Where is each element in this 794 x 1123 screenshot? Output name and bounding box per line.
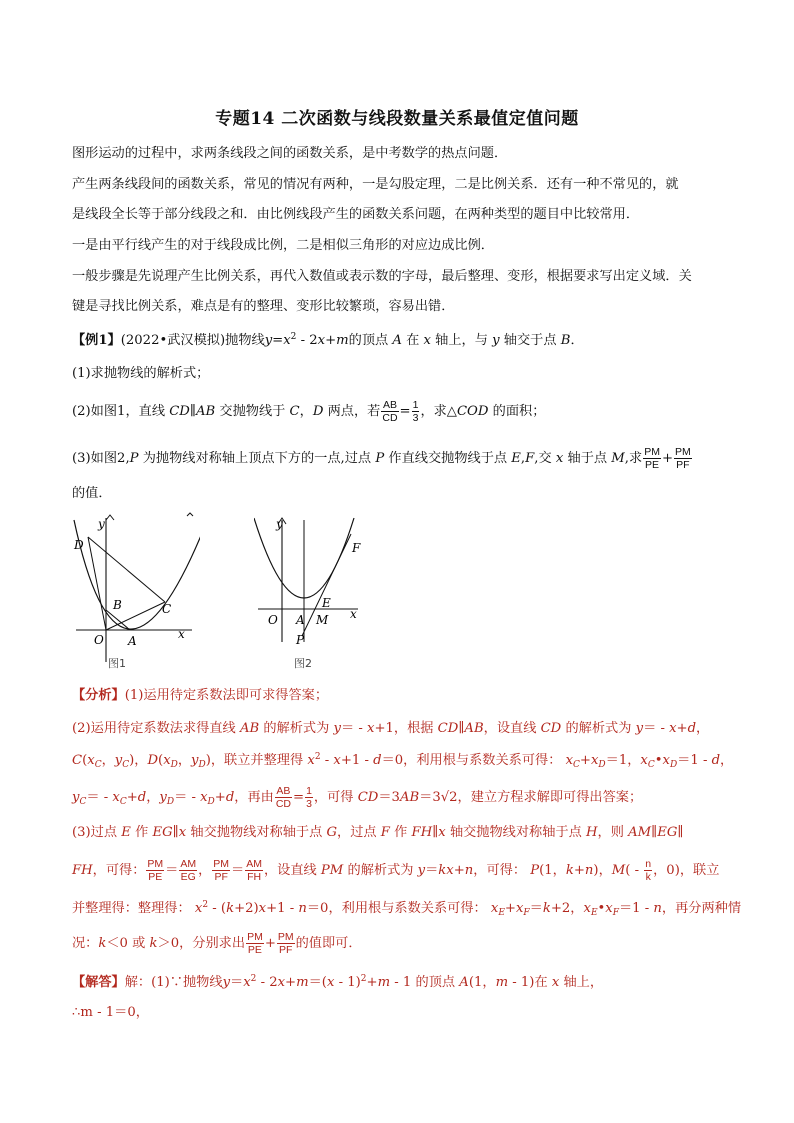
- page-title: 专题14 二次函数与线段数量关系最值定值问题: [215, 109, 579, 129]
- fig1-line-DC: [88, 537, 165, 602]
- intro-line: 一是由平行线产生的对于线段成比例，二是相似三角形的对应边成比例．: [72, 238, 494, 253]
- solution-1: 【解答】解：(1)∵抛物线$y=x^2 - 2x+m=(x - 1)^2+m - 1$ 的顶点 A(1，m - 1)在 x 轴上，: [72, 974, 604, 990]
- fig1-y-arrow: [187, 513, 193, 516]
- fig2-label: x: [350, 607, 357, 621]
- fig1-caption: 图1: [108, 657, 126, 670]
- fig1-parabola: [74, 512, 200, 629]
- fig2-caption: 图2: [294, 657, 312, 670]
- analysis-3: $C(x_C$，$y_C$)，$D(x_D$，$y_D$)，联立并整理得 $x^2 - x+1 - d=0$，利用根与系数关系可得： $x_C+x_D=1$，$x_C•x_D=1 - d$，: [72, 752, 734, 770]
- analysis-2: (2)运用待定系数法求得直线 AB 的解析式为 y＝ - x+1，根据 CD∥AB，设直线 CD 的解析式为 y＝ - x+d，: [72, 721, 710, 736]
- intro-line: 图形运动的过程中，求两条线段之间的函数关系，是中考数学的热点问题．: [72, 146, 508, 161]
- figure-1: [70, 512, 200, 672]
- question-1: (1)求抛物线的解析式；: [72, 366, 210, 381]
- fig1-label: x: [178, 627, 185, 641]
- figure-2: [254, 512, 374, 672]
- analysis-5: (3)过点 E 作 EG∥x 轴交抛物线对称轴于点 G，过点 F 作 FH∥x 轴交抛物线对称轴于点 H，则 AM∥EG∥: [72, 825, 684, 840]
- fig2-label: y: [276, 517, 283, 531]
- analysis-4: $y_C= - x_C+d$，$y_D= - x_D+d$，再由 $\frac{AB}{CD}$ = $\frac{1}{3}$ ，可得 CD＝3AB＝3√2，建立方程求解即可得出答案；: [72, 785, 643, 810]
- fig1-label: A: [128, 634, 137, 648]
- fig1-label: D: [74, 538, 84, 552]
- fig2-label: P: [296, 633, 305, 647]
- analysis-7: 并整理得：整理得： $x^2 - (k+2)x+1 - n=0$，利用根与系数关系可得： $x_E+x_F=k+2$，$x_E•x_F=1 - n$，再分两种情: [72, 900, 742, 918]
- intro-line: 产生两条线段间的函数关系，常见的情况有两种，一是勾股定理，二是比例关系．还有一种不常见的，就: [72, 177, 679, 192]
- fig2-label: O: [268, 613, 278, 627]
- fig1-line-DO: [88, 537, 106, 630]
- fig2-label: E: [322, 596, 331, 610]
- intro-line: 是线段全长等于部分线段之和．由比例线段产生的函数关系问题，在两种类型的题目中比较常用．: [72, 207, 640, 222]
- analysis-6: FH，可得： $\frac{PM}{PE}$ ＝ $\frac{AM}{EG}$ ， $\frac{PM}{PF}$ ＝ $\frac{AM}{FH}$ ，设直线 PM 的解析式为 y＝kx+n，可得： P(1，k+n)，M( - $\frac{n}{k}$ ，0)，联立: [72, 858, 720, 883]
- analysis-8: 况：k＜0 或 k＞0，分别求出 $\frac{PM}{PE}$ + $\frac{PM}{PF}$ 的值即可．: [72, 931, 362, 956]
- question-2: (2)如图1，直线 CD∥AB 交抛物线于 C，D 两点，若 $\frac{AB}{CD}$ = $\frac{1}{3}$ ，求△COD 的面积；: [72, 399, 546, 424]
- question-3: (3)如图2,P 为抛物线对称轴上顶点下方的一点,过点 P 作直线交抛物线于点 E,F,交 x 轴于点 M,求 $\frac{PM}{PE}$ + $\frac{PM}{PF}$: [72, 446, 691, 471]
- question-3-tail: 的值．: [72, 486, 112, 501]
- fig1-label: C: [162, 602, 172, 616]
- fig1-label: O: [94, 633, 104, 647]
- fig2-label: M: [316, 613, 329, 627]
- fig2-label: A: [296, 613, 305, 627]
- analysis-1: 【分析】(1)运用待定系数法即可求得答案；: [72, 688, 329, 703]
- example-stem: 【例1】(2022•武汉模拟)抛物线$y=x^2 - 2x+m$的顶点 A 在 x 轴上，与 y 轴交于点 B．: [72, 332, 584, 348]
- intro-line: 一般步骤是先说理产生比例关系，再代入数值或表示数的字母，最后整理、变形，根据要求写出定义域．关: [72, 269, 692, 284]
- solution-2: ∴m - 1＝0，: [72, 1005, 149, 1020]
- fig1-label: y: [98, 517, 105, 531]
- fig1-label: B: [113, 598, 122, 612]
- fig2-label: F: [352, 541, 361, 555]
- intro-line: 键是寻找比例关系，难点是有的整理、变形比较繁琐，容易出错．: [72, 299, 455, 314]
